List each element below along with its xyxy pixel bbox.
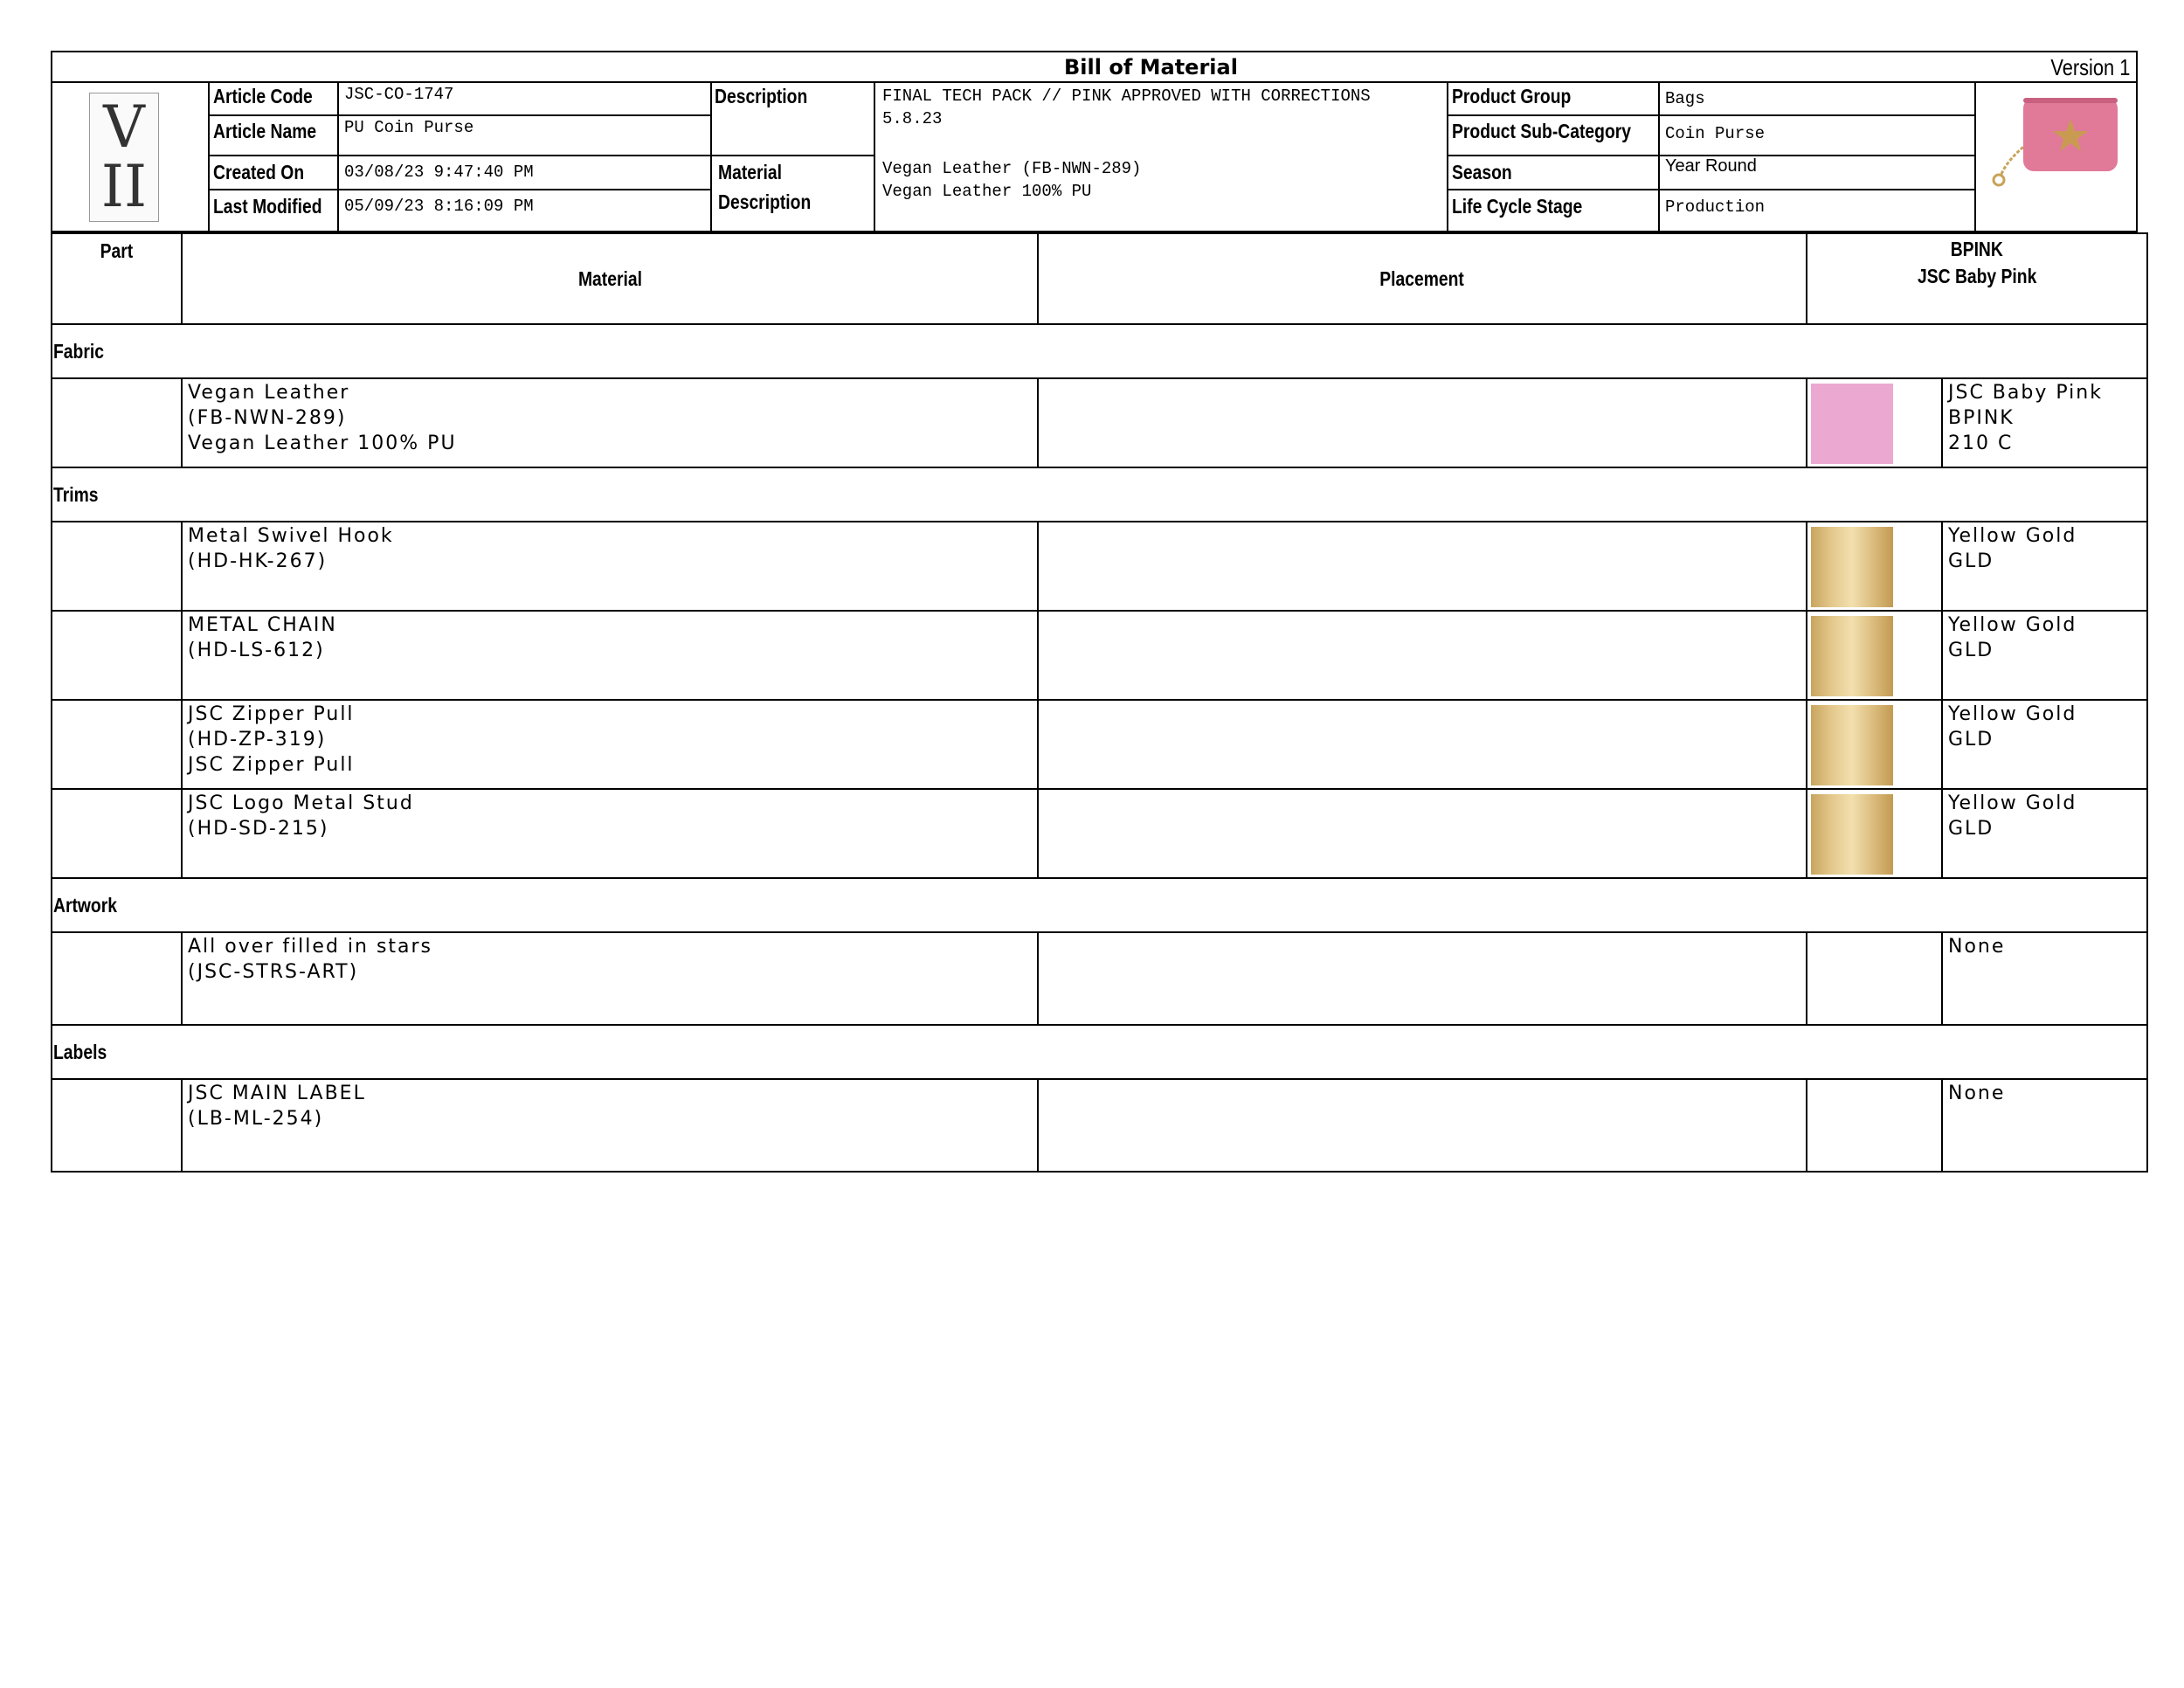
- gold-color-swatch: [1811, 616, 1893, 696]
- color-line: Yellow Gold: [1948, 703, 2077, 725]
- material-description-label-2: Description: [718, 190, 812, 213]
- header-block: [51, 51, 2138, 233]
- material-line: (JSC-STRS-ART): [188, 961, 359, 983]
- color-line: Yellow Gold: [1948, 614, 2077, 636]
- gold-color-swatch: [1811, 794, 1893, 875]
- material-cell: [182, 378, 1038, 467]
- created-on-value: 03/08/23 9:47:40 PM: [344, 163, 534, 182]
- bom-item-row: [52, 522, 2147, 611]
- material-cell: [182, 522, 1038, 611]
- created-on-label: Created On: [213, 161, 305, 183]
- bom-table: [51, 232, 2148, 1173]
- life-cycle-stage-value: Production: [1665, 197, 1766, 217]
- placement-cell: [1038, 1079, 1807, 1172]
- bom-item-row: [52, 700, 2147, 789]
- brand-logo: [89, 93, 159, 222]
- logo-letter-v: V: [103, 93, 145, 161]
- bom-item-row: [52, 1079, 2147, 1172]
- placement-cell: [1038, 789, 1807, 878]
- color-line: GLD: [1948, 550, 1994, 572]
- material-cell: [182, 789, 1038, 878]
- bom-item-row: [52, 611, 2147, 700]
- colorway-code-header: BPINK: [1950, 238, 2004, 260]
- swatch-cell: [1807, 611, 1942, 700]
- pink-color-swatch: [1811, 384, 1893, 464]
- material-cell: [182, 700, 1038, 789]
- description-line-2: 5.8.23: [882, 109, 943, 128]
- swatch-cell: [1807, 378, 1942, 467]
- placement-cell: [1038, 932, 1807, 1025]
- color-cell: [1942, 378, 2147, 467]
- color-line: JSC Baby Pink: [1948, 382, 2103, 404]
- part-cell: [52, 932, 182, 1025]
- section-title: Artwork: [53, 893, 118, 917]
- version-label: Version 1: [2049, 54, 2130, 80]
- material-line: JSC Logo Metal Stud: [188, 792, 414, 814]
- material-line: Vegan Leather: [188, 382, 350, 404]
- color-line: GLD: [1948, 818, 1994, 840]
- material-line: (HD-LS-612): [188, 640, 325, 661]
- part-cell: [52, 700, 182, 789]
- product-sub-category-value: Coin Purse: [1665, 124, 1766, 143]
- document-title: Bill of Material: [1064, 55, 1238, 80]
- placement-cell: [1038, 522, 1807, 611]
- article-code-label: Article Code: [213, 85, 313, 107]
- article-name-label: Article Name: [213, 120, 317, 142]
- section-row: [52, 878, 2147, 932]
- bom-item-row: [52, 789, 2147, 878]
- swatch-cell: [1807, 932, 1942, 1025]
- color-cell: [1942, 700, 2147, 789]
- material-description-label-1: Material: [718, 161, 783, 183]
- part-cell: [52, 522, 182, 611]
- colorway-name-header: JSC Baby Pink: [1917, 265, 2037, 287]
- section-title: Labels: [53, 1040, 107, 1063]
- product-sub-category-label: Product Sub-Category: [1452, 120, 1632, 142]
- section-title: Fabric: [53, 339, 104, 363]
- material-line: JSC MAIN LABEL: [188, 1083, 366, 1104]
- gold-color-swatch: [1811, 527, 1893, 607]
- swatch-cell: [1807, 700, 1942, 789]
- last-modified-label: Last Modified: [213, 195, 322, 218]
- material-line: JSC Zipper Pull: [188, 754, 355, 776]
- swatch-cell: [1807, 1079, 1942, 1172]
- column-header-row: [52, 233, 2147, 324]
- life-cycle-stage-label: Life Cycle Stage: [1452, 195, 1583, 218]
- material-cell: [182, 932, 1038, 1025]
- material-line: All over filled in stars: [188, 936, 433, 958]
- swatch-cell: [1807, 522, 1942, 611]
- part-column-header: Part: [100, 239, 134, 262]
- color-cell: [1942, 932, 2147, 1025]
- placement-cell: [1038, 611, 1807, 700]
- color-line: Yellow Gold: [1948, 525, 2077, 547]
- material-line: (FB-NWN-289): [188, 407, 347, 429]
- material-line: METAL CHAIN: [188, 614, 337, 636]
- material-cell: [182, 611, 1038, 700]
- color-cell: [1942, 1079, 2147, 1172]
- material-description-line-1: Vegan Leather (FB-NWN-289): [882, 159, 1142, 178]
- material-description-line-2: Vegan Leather 100% PU: [882, 182, 1092, 201]
- material-line: (HD-ZP-319): [188, 729, 327, 751]
- bom-item-row: [52, 378, 2147, 467]
- gold-color-swatch: [1811, 705, 1893, 785]
- color-line: None: [1948, 1083, 2006, 1104]
- description-line-1: FINAL TECH PACK // PINK APPROVED WITH CORRECTIONS: [882, 86, 1371, 106]
- material-column-header: Material: [577, 266, 642, 290]
- description-label: Description: [715, 85, 808, 107]
- bom-item-row: [52, 932, 2147, 1025]
- section-row: [52, 1025, 2147, 1079]
- swatch-cell: [1807, 789, 1942, 878]
- season-label: Season: [1452, 161, 1512, 183]
- material-line: (HD-SD-215): [188, 818, 329, 840]
- part-cell: [52, 1079, 182, 1172]
- material-line: (LB-ML-254): [188, 1108, 324, 1130]
- season-value: Year Round: [1665, 156, 1757, 176]
- color-line: BPINK: [1948, 407, 2015, 429]
- product-group-label: Product Group: [1452, 85, 1572, 107]
- product-group-value: Bags: [1665, 89, 1705, 108]
- placement-cell: [1038, 700, 1807, 789]
- section-row: [52, 324, 2147, 378]
- color-line: 210 C: [1948, 432, 2014, 454]
- color-cell: [1942, 789, 2147, 878]
- color-cell: [1942, 611, 2147, 700]
- color-cell: [1942, 522, 2147, 611]
- last-modified-value: 05/09/23 8:16:09 PM: [344, 197, 534, 216]
- material-line: (HD-HK-267): [188, 550, 328, 572]
- part-cell: [52, 789, 182, 878]
- placement-column-header: Placement: [1379, 266, 1465, 290]
- section-title: Trims: [53, 482, 99, 506]
- material-line: Vegan Leather 100% PU: [188, 432, 457, 454]
- section-row: [52, 467, 2147, 522]
- material-cell: [182, 1079, 1038, 1172]
- material-line: Metal Swivel Hook: [188, 525, 394, 547]
- placement-cell: [1038, 378, 1807, 467]
- product-image: [1983, 89, 2132, 192]
- material-line: JSC Zipper Pull: [188, 703, 355, 725]
- color-line: None: [1948, 936, 2006, 958]
- logo-letter-ii: II: [100, 153, 148, 220]
- color-line: GLD: [1948, 640, 1994, 661]
- color-line: Yellow Gold: [1948, 792, 2077, 814]
- article-name-value: PU Coin Purse: [344, 118, 474, 137]
- article-code-value: JSC-CO-1747: [344, 85, 454, 104]
- part-cell: [52, 378, 182, 467]
- color-line: GLD: [1948, 729, 1994, 751]
- part-cell: [52, 611, 182, 700]
